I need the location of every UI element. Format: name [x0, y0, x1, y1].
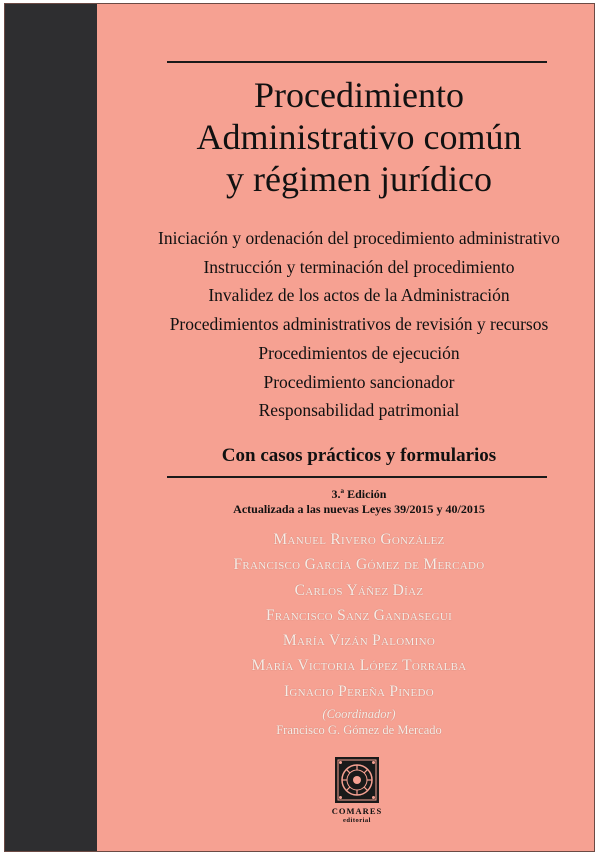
author-name: Carlos Yáñez Díaz	[294, 581, 424, 599]
subject-item: Procedimientos de ejecución	[258, 342, 460, 363]
top-rule	[167, 61, 547, 63]
subject-item: Responsabilidad patrimonial	[258, 400, 460, 421]
author-list	[117, 527, 595, 704]
author-name: Francisco García Gómez de Mercado	[233, 556, 485, 574]
author-name: Francisco Sanz Gandasegui	[265, 606, 453, 624]
subject-item: Instrucción y terminación del procedimiento	[203, 256, 515, 277]
author-name: María Vizán Palomino	[282, 632, 436, 650]
author-name: Ignacio Pereña Pinedo	[283, 682, 435, 700]
author-name: María Victoria López Torralba	[251, 657, 467, 675]
book-title	[117, 74, 595, 200]
middle-rule	[167, 476, 547, 478]
publisher-name: COMARES	[331, 806, 383, 816]
coordinator-role: (Coordinador)	[322, 707, 396, 721]
title-line: y régimen jurídico	[226, 159, 492, 199]
edition-block	[117, 487, 595, 517]
comares-emblem-icon	[334, 756, 380, 804]
edition-label: 3.ª Edición	[331, 487, 387, 501]
book-cover	[4, 3, 595, 852]
edition-note: Actualizada a las nuevas Leyes 39/2015 y 40/2015	[233, 502, 485, 516]
subject-list	[117, 224, 595, 425]
subject-item: Iniciación y ordenación del procedimiento administrativo	[158, 228, 560, 248]
tagline: Con casos prácticos y formularios	[221, 445, 497, 466]
subject-item: Invalidez de los actos de la Administración	[208, 285, 510, 306]
subject-item: Procedimientos administrativos de revisión y recursos	[169, 314, 549, 335]
author-name: Manuel Rivero González	[273, 531, 445, 548]
publisher-sub: editorial	[343, 817, 371, 824]
title-line: Administrativo común	[196, 117, 522, 157]
subject-item: Procedimiento sancionador	[263, 371, 455, 392]
coordinator-block	[117, 706, 595, 738]
spine-band	[5, 4, 97, 851]
coordinator-name: Francisco G. Gómez de Mercado	[276, 723, 442, 737]
title-line: Procedimiento	[254, 75, 464, 115]
